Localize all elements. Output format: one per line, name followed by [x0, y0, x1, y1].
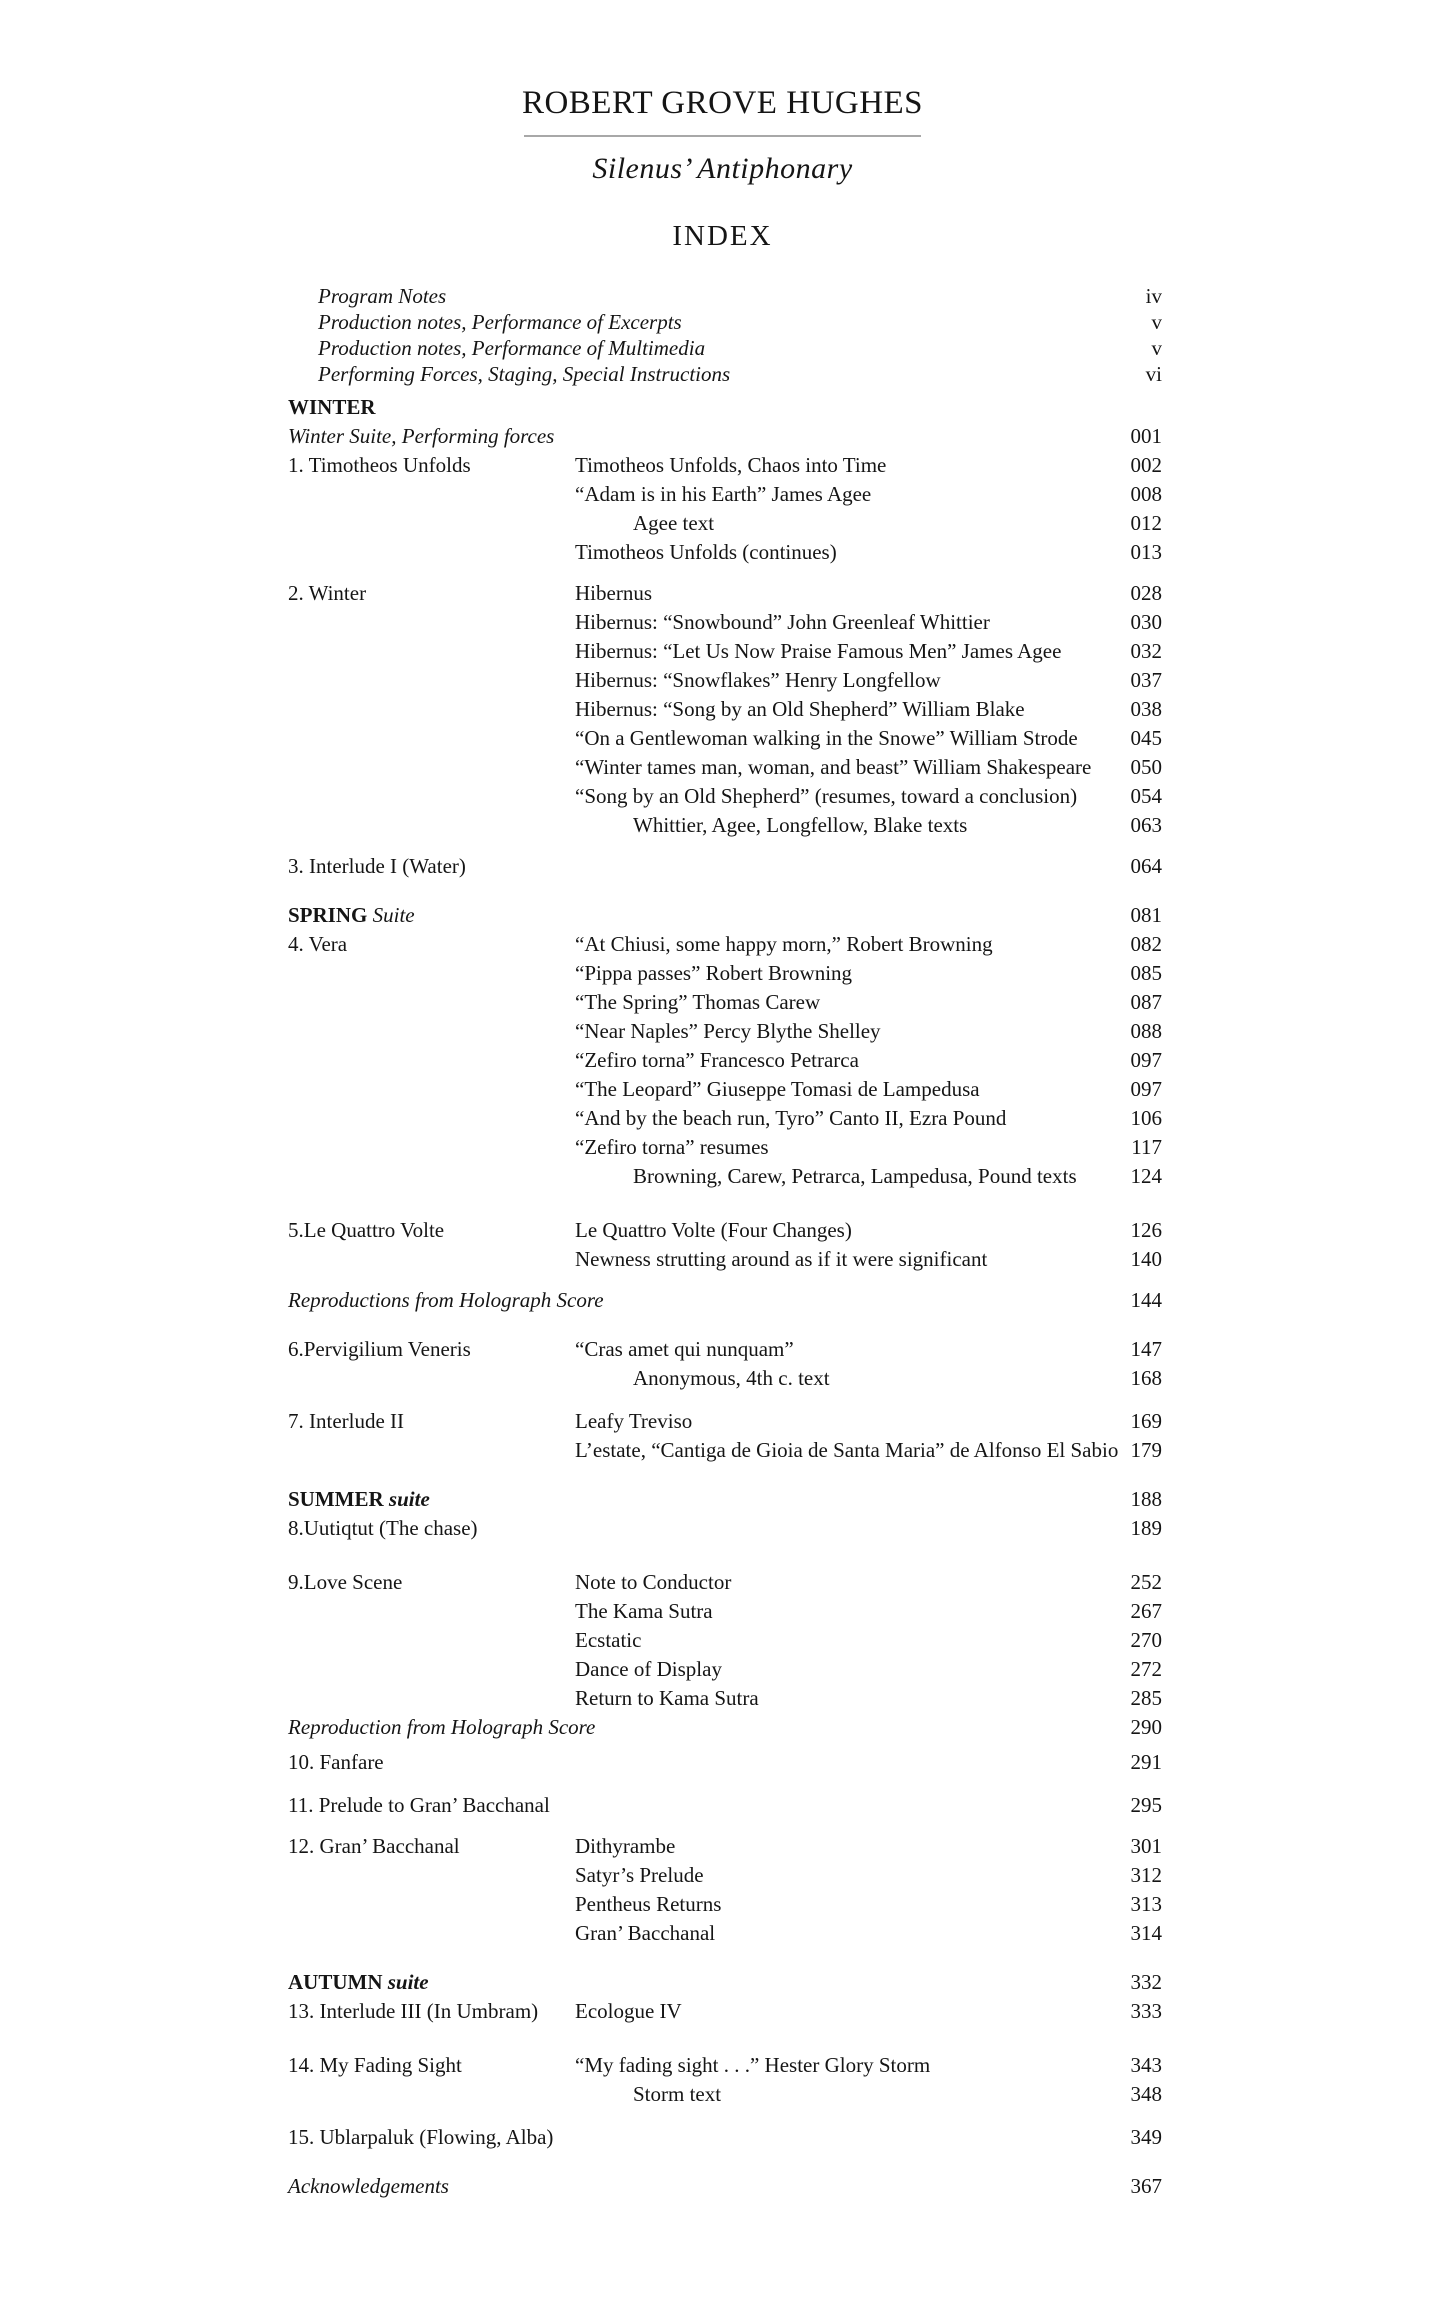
page-number: 367: [1130, 2174, 1162, 2198]
index-row: [288, 901, 1162, 930]
index-row: [288, 1968, 1162, 1997]
movement-label: 12. Gran’ Bacchanal: [288, 1834, 460, 1858]
index-row: [288, 637, 1162, 666]
entry-title: “Adam is in his Earth” James Agee: [575, 482, 872, 506]
author-title: ROBERT GROVE HUGHES: [521, 85, 924, 121]
entry-title: Hibernus: “Snowbound” John Greenleaf Whittier: [575, 610, 990, 634]
page-number: 285: [1130, 1686, 1162, 1710]
index-row: [288, 2080, 1162, 2109]
season-header: AUTUMN suite: [288, 1970, 429, 1994]
note-label: Acknowledgements: [288, 2174, 449, 2198]
page-number: 038: [1130, 697, 1162, 721]
page-number: 333: [1130, 1999, 1162, 2023]
page-number: 064: [1130, 854, 1162, 878]
page-number: 349: [1130, 2125, 1162, 2149]
page-number: 097: [1130, 1077, 1162, 1101]
index-row: [288, 695, 1162, 724]
page-number: 030: [1130, 610, 1162, 634]
index-row: [288, 538, 1162, 567]
page-number: iv: [1145, 284, 1162, 308]
entry-title: Leafy Treviso: [575, 1409, 693, 1433]
page-number: 106: [1130, 1106, 1162, 1130]
index-row: [288, 1436, 1162, 1465]
page-number: 252: [1130, 1570, 1162, 1594]
index-row: [288, 422, 1162, 451]
entry-title: Agee text: [633, 511, 715, 535]
entry-title: Storm text: [633, 2082, 722, 2106]
index-row: [288, 1104, 1162, 1133]
document-header: [0, 84, 1445, 253]
page-number: 295: [1130, 1793, 1162, 1817]
entry-title: “Near Naples” Percy Blythe Shelley: [575, 1019, 881, 1043]
movement-label: 5.Le Quattro Volte: [288, 1218, 445, 1242]
index-row: [288, 1364, 1162, 1393]
movement-label: 8.Uutiqtut (The chase): [288, 1516, 478, 1540]
entry-title: Gran’ Bacchanal: [575, 1921, 716, 1945]
note-label: Winter Suite, Performing forces: [288, 424, 555, 448]
page-number: 179: [1130, 1438, 1162, 1462]
entry-title: Hibernus: “Snowflakes” Henry Longfellow: [575, 668, 941, 692]
note-label: Reproductions from Holograph Score: [288, 1288, 604, 1312]
index-row: [288, 930, 1162, 959]
entry-title: Newness strutting around as if it were significant: [575, 1247, 988, 1271]
entry-title: Pentheus Returns: [575, 1892, 722, 1916]
page-number: 008: [1130, 482, 1162, 506]
page-number: 332: [1130, 1970, 1162, 1994]
index-row: [288, 1748, 1162, 1777]
page-number: 147: [1130, 1337, 1162, 1361]
page-number: 012: [1130, 511, 1162, 535]
page-title: INDEX: [672, 220, 773, 252]
front-matter-row: [288, 361, 1162, 387]
index-row: [288, 1162, 1162, 1191]
index-row: [288, 608, 1162, 637]
index-row: [288, 1216, 1162, 1245]
page-number: 291: [1130, 1750, 1162, 1774]
front-matter-label: Program Notes: [318, 284, 447, 308]
page-number: 126: [1130, 1218, 1162, 1242]
entry-title: L’estate, “Cantiga de Gioia de Santa Maria” de Alfonso El Sabio: [575, 1438, 1119, 1462]
page-number: 290: [1130, 1715, 1162, 1739]
movement-label: 3. Interlude I (Water): [288, 854, 466, 878]
entry-title: Note to Conductor: [575, 1570, 732, 1594]
entry-title: Ecologue IV: [575, 1999, 682, 2023]
page-number: 343: [1130, 2053, 1162, 2077]
entry-title: Ecstatic: [575, 1628, 642, 1652]
index-row: [288, 1514, 1162, 1543]
page-number: 001: [1130, 424, 1162, 448]
entry-title: “On a Gentlewoman walking in the Snowe” William Strode: [575, 726, 1078, 750]
entry-title: Hibernus: [575, 581, 652, 605]
index-row: [288, 480, 1162, 509]
movement-label: 2. Winter: [288, 581, 367, 605]
movement-label: 11. Prelude to Gran’ Bacchanal: [288, 1793, 550, 1817]
entry-title: “Winter tames man, woman, and beast” William Shakespeare: [575, 755, 1092, 779]
index-row: [288, 1597, 1162, 1626]
movement-label: 1. Timotheos Unfolds: [288, 453, 471, 477]
page-number: 082: [1130, 932, 1162, 956]
entry-title: Le Quattro Volte (Four Changes): [575, 1218, 852, 1242]
index-row: [288, 1832, 1162, 1861]
entry-title: Hibernus: “Let Us Now Praise Famous Men” James Agee: [575, 639, 1062, 663]
page-number: 144: [1130, 1288, 1162, 1312]
page-number: 270: [1130, 1628, 1162, 1652]
entry-title: Whittier, Agee, Longfellow, Blake texts: [633, 813, 968, 837]
index-row: [288, 753, 1162, 782]
index-row: [288, 509, 1162, 538]
page-number: vi: [1145, 362, 1162, 386]
season-header: WINTER: [288, 395, 376, 419]
movement-label: 13. Interlude III (In Umbram): [288, 1999, 539, 2023]
entry-title: Return to Kama Sutra: [575, 1686, 759, 1710]
page-number: 037: [1130, 668, 1162, 692]
entry-title: Dithyrambe: [575, 1834, 676, 1858]
movement-label: 4. Vera: [288, 932, 348, 956]
index-row: [288, 666, 1162, 695]
page-number: 117: [1131, 1135, 1162, 1159]
movement-label: 10. Fanfare: [288, 1750, 384, 1774]
page-number: 088: [1130, 1019, 1162, 1043]
index-row: [288, 1485, 1162, 1514]
index-row: [288, 1713, 1162, 1742]
entry-title: “Cras amet qui nunquam”: [575, 1337, 794, 1361]
index-row: [288, 1133, 1162, 1162]
entry-title: Timotheos Unfolds (continues): [575, 540, 837, 564]
movement-label: 7. Interlude II: [288, 1409, 405, 1433]
page-number: 189: [1130, 1516, 1162, 1540]
page-number: 032: [1130, 639, 1162, 663]
front-matter-row: [288, 335, 1162, 361]
entry-title: “Zefiro torna” resumes: [575, 1135, 769, 1159]
page-number: 054: [1130, 784, 1162, 808]
entry-title: Satyr’s Prelude: [575, 1863, 704, 1887]
page-number: 045: [1130, 726, 1162, 750]
index-row: [288, 1286, 1162, 1315]
season-header: SUMMER suite: [288, 1487, 430, 1511]
page-number: 087: [1130, 990, 1162, 1014]
index-row: [288, 1890, 1162, 1919]
index-row: [288, 1046, 1162, 1075]
front-matter-row: [288, 283, 1162, 309]
page-number: 028: [1130, 581, 1162, 605]
season-header: SPRING Suite: [288, 903, 415, 927]
entry-title: “The Spring” Thomas Carew: [575, 990, 821, 1014]
index-row: [288, 1684, 1162, 1713]
movement-label: 14. My Fading Sight: [288, 2053, 462, 2077]
index-row: [288, 852, 1162, 881]
index-row: [288, 1407, 1162, 1436]
index-row: [288, 2172, 1162, 2201]
index-row: [288, 782, 1162, 811]
entry-title: “Song by an Old Shepherd” (resumes, toward a conclusion): [575, 784, 1078, 808]
page-number: v: [1151, 310, 1162, 334]
page-number: 063: [1130, 813, 1162, 837]
index-row: [288, 1861, 1162, 1890]
note-label: Reproduction from Holograph Score: [288, 1715, 596, 1739]
index-row: [288, 988, 1162, 1017]
page-number: 188: [1130, 1487, 1162, 1511]
page-number: 085: [1130, 961, 1162, 985]
index-row: [288, 393, 1162, 422]
entry-title: “Zefiro torna” Francesco Petrarca: [575, 1048, 859, 1072]
page-number: 013: [1130, 540, 1162, 564]
front-matter-label: Performing Forces, Staging, Special Instructions: [318, 362, 731, 386]
entry-title: Browning, Carew, Petrarca, Lampedusa, Pound texts: [633, 1164, 1077, 1188]
entry-title: Dance of Display: [575, 1657, 722, 1681]
page-number: 140: [1130, 1247, 1162, 1271]
entry-title: “And by the beach run, Tyro” Canto II, Ezra Pound: [575, 1106, 1007, 1130]
index-row: [288, 1245, 1162, 1274]
index-row: [288, 1017, 1162, 1046]
page-number: 002: [1130, 453, 1162, 477]
entry-title: Hibernus: “Song by an Old Shepherd” William Blake: [575, 697, 1025, 721]
entry-title: “The Leopard” Giuseppe Tomasi de Lampedusa: [575, 1077, 980, 1101]
index-row: [288, 451, 1162, 480]
index-row: [288, 1626, 1162, 1655]
index-row: [288, 811, 1162, 840]
front-matter-row: [288, 309, 1162, 335]
entry-title: Timotheos Unfolds, Chaos into Time: [575, 453, 887, 477]
front-matter-label: Production notes, Performance of Excerpts: [318, 310, 682, 334]
index-row: [288, 724, 1162, 753]
index-row: [288, 2123, 1162, 2152]
entry-title: The Kama Sutra: [575, 1599, 713, 1623]
index-row: [288, 1335, 1162, 1364]
page-number: v: [1151, 336, 1162, 360]
page-number: [1082, 393, 1162, 422]
page-number: 301: [1130, 1834, 1162, 1858]
movement-label: 15. Ublarpaluk (Flowing, Alba): [288, 2125, 554, 2149]
page-number: 314: [1130, 1921, 1162, 1945]
page-number: 097: [1130, 1048, 1162, 1072]
index-row: [288, 579, 1162, 608]
index-list: [0, 283, 1162, 2201]
index-row: [288, 1568, 1162, 1597]
page-number: 348: [1130, 2082, 1162, 2106]
index-row: [288, 1919, 1162, 1948]
entry-title: Anonymous, 4th c. text: [633, 1366, 830, 1390]
page-number: 312: [1130, 1863, 1162, 1887]
page-number: 168: [1130, 1366, 1162, 1390]
index-row: [288, 2051, 1162, 2080]
page-number: 124: [1130, 1164, 1162, 1188]
index-row: [288, 1075, 1162, 1104]
movement-label: 6.Pervigilium Veneris: [288, 1337, 471, 1361]
work-title: Silenus’ Antiphonary: [592, 152, 853, 185]
movement-label: 9.Love Scene: [288, 1570, 403, 1594]
entry-title: “At Chiusi, some happy morn,” Robert Browning: [575, 932, 993, 956]
index-row: [288, 1997, 1162, 2026]
page-number: 267: [1130, 1599, 1162, 1623]
page-number: 050: [1130, 755, 1162, 779]
index-row: [288, 1655, 1162, 1684]
page-number: 081: [1130, 903, 1162, 927]
front-matter-label: Production notes, Performance of Multimedia: [318, 336, 706, 360]
index-row: [288, 1791, 1162, 1820]
page-number: 313: [1130, 1892, 1162, 1916]
title-divider: [524, 135, 921, 137]
index-row: [288, 959, 1162, 988]
page-number: 169: [1130, 1409, 1162, 1433]
entry-title: “Pippa passes” Robert Browning: [575, 961, 853, 985]
page-number: 272: [1130, 1657, 1162, 1681]
entry-title: “My fading sight . . .” Hester Glory Storm: [575, 2053, 931, 2077]
